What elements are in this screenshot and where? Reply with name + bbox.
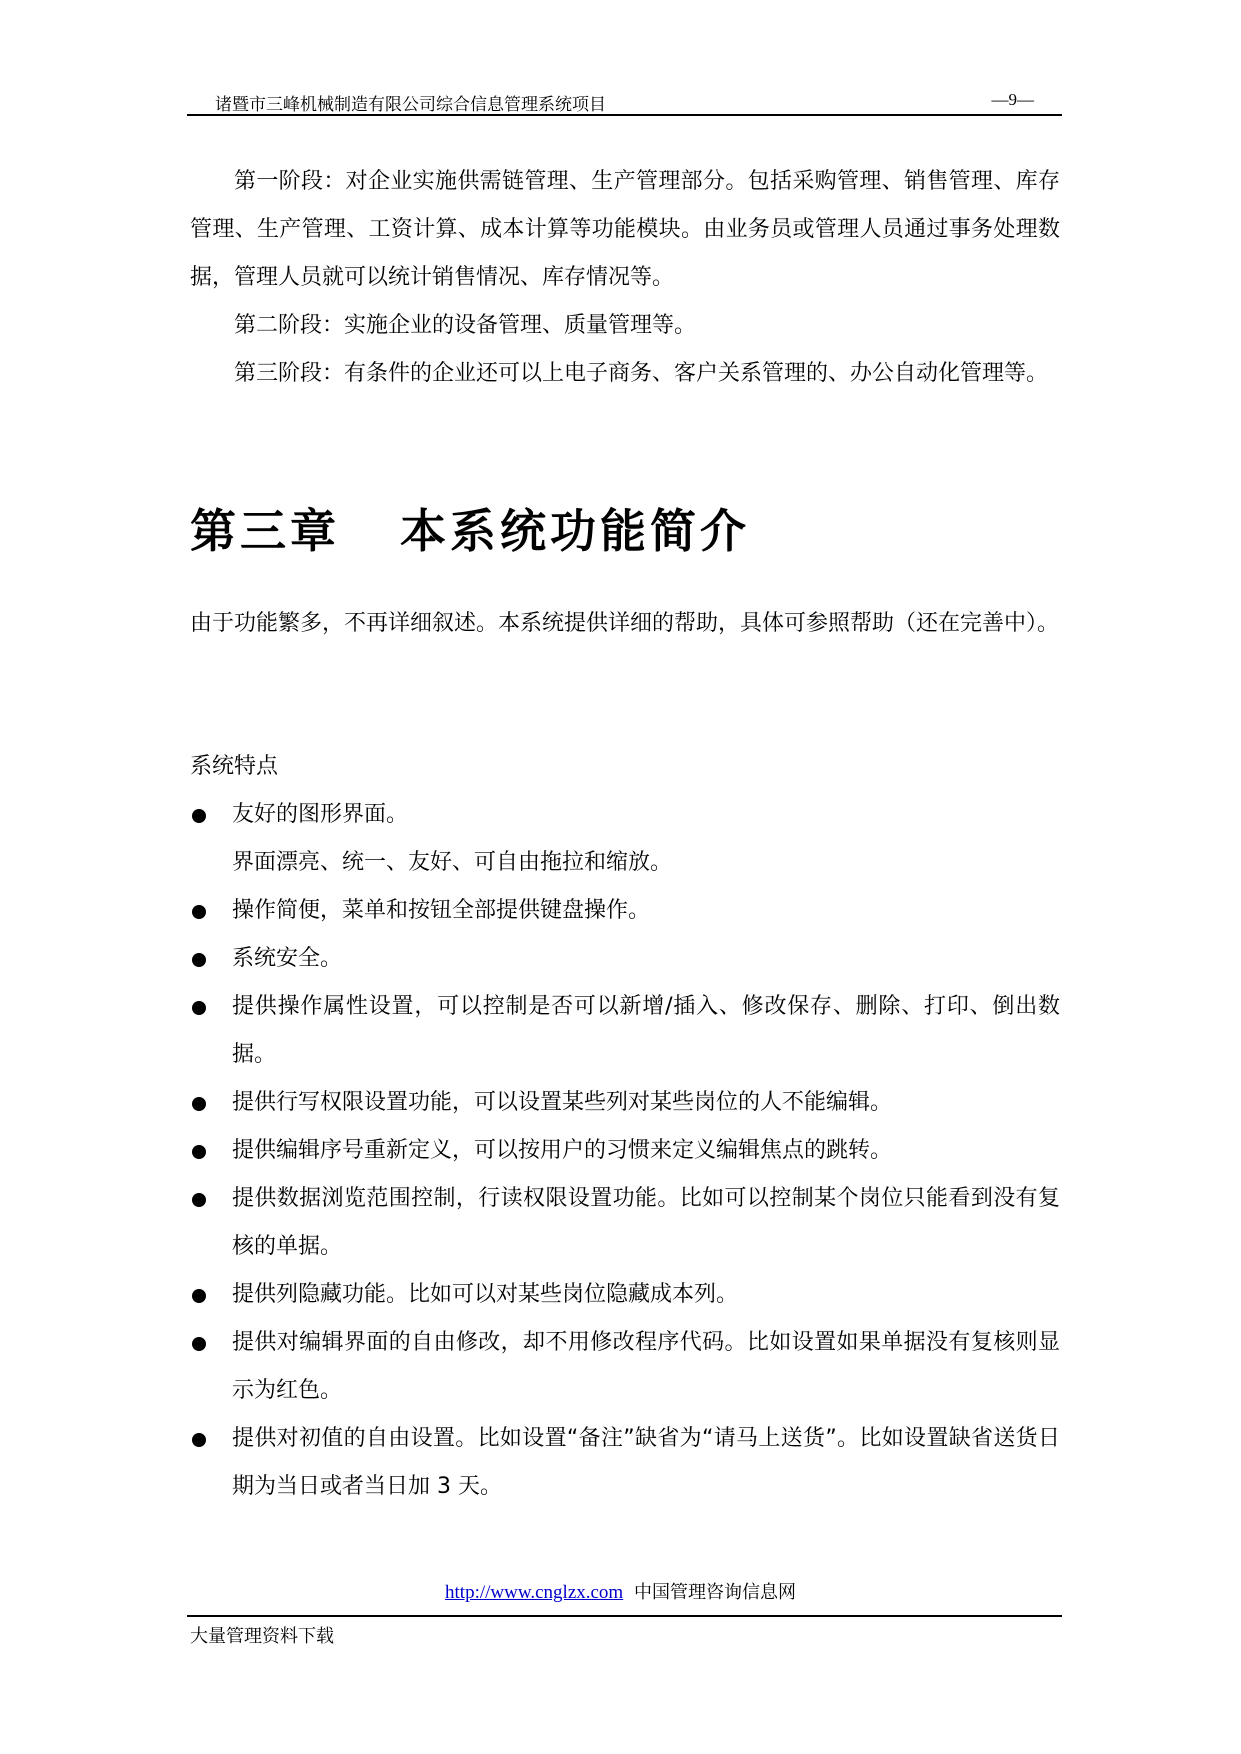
page-header — [187, 86, 1062, 116]
list-item — [190, 887, 1060, 935]
list-item-text: 友好的图形界面。 — [232, 802, 409, 827]
intro-section — [190, 158, 1060, 398]
footer-left-text: 大量管理资料下载 — [190, 1626, 334, 1647]
chapter-heading: 第三章 本系统功能简介 — [190, 504, 751, 558]
list-item — [190, 1415, 1060, 1511]
list-item — [190, 1319, 1060, 1415]
bullet-icon — [192, 1289, 206, 1303]
list-item-text: 提供行写权限设置功能，可以设置某些列对某些岗位的人不能编辑。 — [232, 1090, 893, 1115]
footer-link-row — [0, 1578, 1241, 1604]
bullet-icon — [192, 1145, 206, 1159]
list-item-text: 提供操作属性设置，可以控制是否可以新增/插入、修改保存、删除、打印、倒出数据。 — [232, 994, 1060, 1067]
bullet-icon — [192, 953, 206, 967]
list-item-text: 操作简便，菜单和按钮全部提供键盘操作。 — [232, 898, 651, 923]
paragraph-phase-one: 第一阶段：对企业实施供需链管理、生产管理部分。包括采购管理、销售管理、库存管理、生产管理、工资计算、成本计算等功能模块。由业务员或管理人员通过事务处理数据，管理人员就可以统计销售情况、库存情况等。 — [190, 169, 1060, 290]
list-item-text: 提供数据浏览范围控制，行读权限设置功能。比如可以控制某个岗位只能看到没有复核的单据。 — [232, 1186, 1060, 1259]
list-item — [190, 935, 1060, 983]
list-item — [190, 1175, 1060, 1271]
list-item-text: 系统安全。 — [232, 946, 343, 971]
page-number: —9— — [991, 90, 1034, 109]
bullet-icon — [192, 809, 206, 823]
features-section — [190, 743, 1060, 1511]
bullet-icon — [192, 1193, 206, 1207]
list-item — [190, 1127, 1060, 1175]
list-item-subtext: 界面漂亮、统一、友好、可自由拖拉和缩放。 — [232, 850, 673, 875]
features-heading: 系统特点 — [190, 754, 279, 779]
footer-site-name: 中国管理咨询信息网 — [633, 1582, 796, 1603]
list-item-text: 提供编辑序号重新定义，可以按用户的习惯来定义编辑焦点的跳转。 — [232, 1138, 893, 1163]
bullet-icon — [192, 1001, 206, 1015]
summary-section — [190, 600, 1060, 648]
bullet-icon — [192, 1433, 206, 1447]
paragraph-phase-three: 第三阶段：有条件的企业还可以上电子商务、客户关系管理的、办公自动化管理等。 — [234, 361, 1049, 386]
bullet-icon — [192, 1337, 206, 1351]
list-item-text: 提供对编辑界面的自由修改，却不用修改程序代码。比如设置如果单据没有复核则显示为红色。 — [232, 1330, 1060, 1403]
list-item-text: 提供列隐藏功能。比如可以对某些岗位隐藏成本列。 — [232, 1282, 739, 1307]
features-list — [190, 791, 1060, 1511]
footer-website-link[interactable]: http://www.cnglzx.com — [445, 1582, 624, 1603]
bullet-icon — [192, 1097, 206, 1111]
list-item — [190, 791, 1060, 839]
list-item — [190, 983, 1060, 1079]
header-title: 诸暨市三峰机械制造有限公司综合信息管理系统项目 — [215, 95, 606, 115]
list-item — [190, 1271, 1060, 1319]
paragraph-phase-two: 第二阶段：实施企业的设备管理、质量管理等。 — [234, 313, 697, 338]
bullet-icon — [192, 905, 206, 919]
footer-divider — [187, 1615, 1062, 1617]
list-item — [190, 1079, 1060, 1127]
list-item-text: 提供对初值的自由设置。比如设置“备注”缺省为“请马上送货”。比如设置缺省送货日期为当日或者当日加 3 天。 — [232, 1426, 1060, 1499]
summary-paragraph: 由于功能繁多，不再详细叙述。本系统提供详细的帮助，具体可参照帮助（还在完善中）。 — [190, 611, 1060, 636]
